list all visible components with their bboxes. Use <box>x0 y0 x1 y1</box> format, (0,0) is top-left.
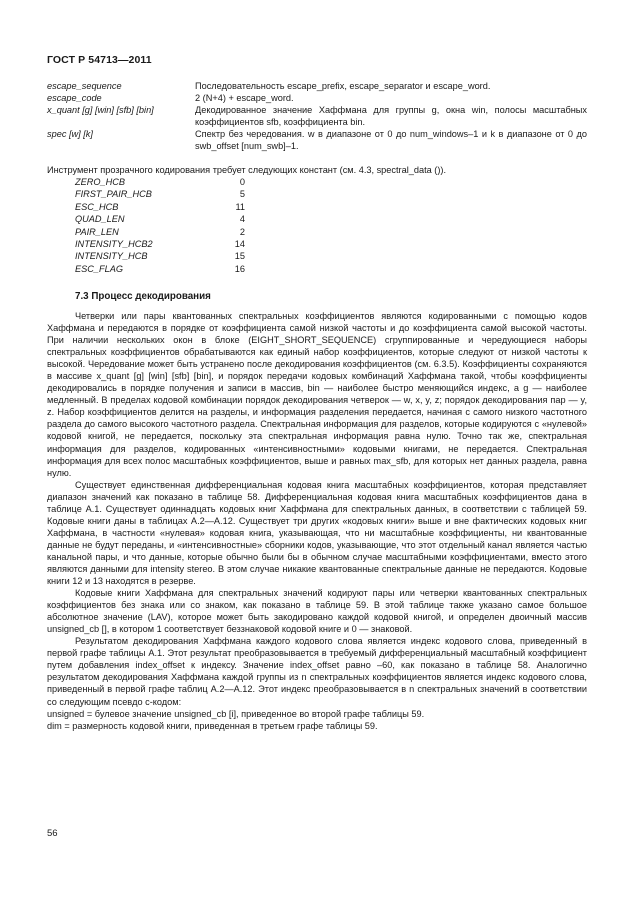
constant-value: 5 <box>239 189 245 200</box>
constant-name: ESC_FLAG <box>75 263 123 274</box>
definition-item <box>47 80 587 92</box>
constants-intro: Инструмент прозрачного кодирования требует следующих констант (см. 4.3, spectral_data ()). <box>47 165 447 175</box>
definition-item <box>47 128 587 152</box>
constant-value: 11 <box>235 201 245 212</box>
definition-desc: Декодированное значение Хаффмана для группы g, окна win, полосы масштабных коэффициентов sfb, коэффициента bin. <box>195 105 587 128</box>
constant-name: INTENSITY_HCB <box>75 251 148 262</box>
definitions-list <box>47 80 587 153</box>
paragraph: Четверки или пары квантованных спектральных коэффициентов являются кодированными с помощью кодов Хаффмана и передаются в порядке от коэффициента самой низкой частоты и до коэффициента самой высокой частоты. При наличии нескольких окон в блоке (EIGHT_SHORT_SEQUENCE) сгруппированные и чередующиеся наборы спектральных коэффициентов обрабатываются как единый набор коэффициентов, которые следуют от низкой частоты к высокой. Чередование может быть устранено после декодирования коэффициентов (см. 6.3.5). Коэффициенты сохраняются в массиве x_quant [g] [win] [sfb] [bin], и порядок передачи кодовых комбинаций Хаффмана такой, чтобы коэффициенты декодировались в порядке получения и записи в массив, bin — наиболее быстро меняющийся индекс, а g — наиболее медленный. В пределах кодовой комбинации порядок декодирования четверок — w, x, y, z; порядок декодирования пар — y, z. Набор коэффициентов делится на разделы, и информация разделения передается, начиная с самого низкого частотного раздела до самого высокого частотного раздела. Спектральная информация для разделов, которые кодируются с «нулевой» кодовой книгой, не передается, поскольку эта спектральная информация равна нулю. Точно так же, спектральная информация для разделов, кодированных «интенсивностными» кодовыми книгами, не передается. Спектральная информация для всех полос масштабных коэффициентов, выше и равных max_sfb, для которых нет данных раздела, равна нулю. <box>47 311 587 478</box>
constant-value: 4 <box>239 214 245 225</box>
page-number: 56 <box>47 828 58 839</box>
pseudo-code-line: dim = размерность кодовой книги, приведенная в третьем графе таблицы 59. <box>47 720 378 731</box>
constant-value: 15 <box>234 251 245 262</box>
definition-desc: Спектр без чередования. w в диапазоне от 0 до num_windows–1 и k в диапазоне от 0 до swb_offset [num_swb]–1. <box>195 129 587 152</box>
constant-value: 14 <box>234 238 245 249</box>
constant-name: ZERO_HCB <box>75 177 126 187</box>
pseudo-code-line: unsigned = булевое значение unsigned_cb [i], приведенное во второй графе таблицы 59. <box>47 708 425 719</box>
constant-name: ESC_HCB <box>75 201 119 212</box>
constant-value: 2 <box>239 226 245 237</box>
constant-name: PAIR_LEN <box>75 226 119 237</box>
definition-term: escape_code <box>47 93 102 104</box>
definition-item <box>47 92 587 104</box>
definition-term: escape_sequence <box>47 81 122 91</box>
body-text <box>47 310 587 732</box>
definition-desc: 2 (N+4) + escape_word. <box>195 93 294 104</box>
definition-term: spec [w] [k] <box>47 129 93 140</box>
paragraph: Существует единственная дифференциальная кодовая книга масштабных коэффициентов, которая представляет диапазон значений как показано в таблице 58. Дифференциальная кодовая книга масштабных коэффициентов дана в таблице А.1. Существует одиннадцать кодовых книг Хаффмана для спектральных данных, в соответствии с таблицей 59. Кодовые книги даны в таблицах А.2—А.12. Существует три других «кодовых книги» выше и вне фактических кодовых книг Хаффмана, в частности «нулевая» кодовая книга, указывающая, что ни масштабные коэффициенты, ни квантованные данные не будут переданы, и «интенсивностные» сборники кодов, указывающие, что этот отдельный канал является частью канальной пары, и что данные, которые обычно были бы в обычном случае масштабными коэффициентами, вместо этого являются данными для intensity stereo. В этом случае никакие квантованные спектральные данные не передаются. Кодовые книги 12 и 13 находятся в резерве. <box>47 479 587 587</box>
constant-value: 16 <box>234 263 245 274</box>
constant-name: INTENSITY_HCB2 <box>75 238 153 249</box>
definition-term: x_quant [g] [win] [sfb] [bin] <box>47 105 154 116</box>
definition-item <box>47 104 587 128</box>
paragraph: Кодовые книги Хаффмана для спектральных значений кодируют пары или четверки квантованных спектральных коэффициентов без знака или со знаком, как показано в таблице 59. В этой таблице также указано самое большое абсолютное значение (LAV), которое может быть закодировано каждой кодовой книгой, и определен двоичный массив unsigned_cb [], в котором 1 соответствует беззнаковой кодовой книге и 0 — знаковой. <box>47 588 587 635</box>
definition-desc: Последовательность escape_prefix, escape_separator и escape_word. <box>195 81 491 91</box>
constant-name: FIRST_PAIR_HCB <box>75 189 152 200</box>
constant-value: 0 <box>239 177 245 187</box>
constant-name: QUAD_LEN <box>75 214 125 225</box>
paragraph: Результатом декодирования Хаффмана каждого кодового слова является индекс кодового слова, приведенный в первой графе таблицы А.1. Этот результат преобразовывается в требуемый дифференциальный масштабный коэффициент путем добавления index_offset к индексу. Значение index_offset равно –60, как показано в таблице 58. Аналогично результатом декодирования Хаффмана каждой группы из n спектральных коэффициентов является индекс кодового слова, приведенный в первой графе таблиц А.2—А.12. Этот индекс преобразовывается в n спектральных значений в соответствии со следующим псевдо с-кодом: <box>47 636 587 707</box>
section-title: 7.3 Процесс декодирования <box>75 291 211 302</box>
document-header: ГОСТ Р 54713—2011 <box>47 54 152 66</box>
